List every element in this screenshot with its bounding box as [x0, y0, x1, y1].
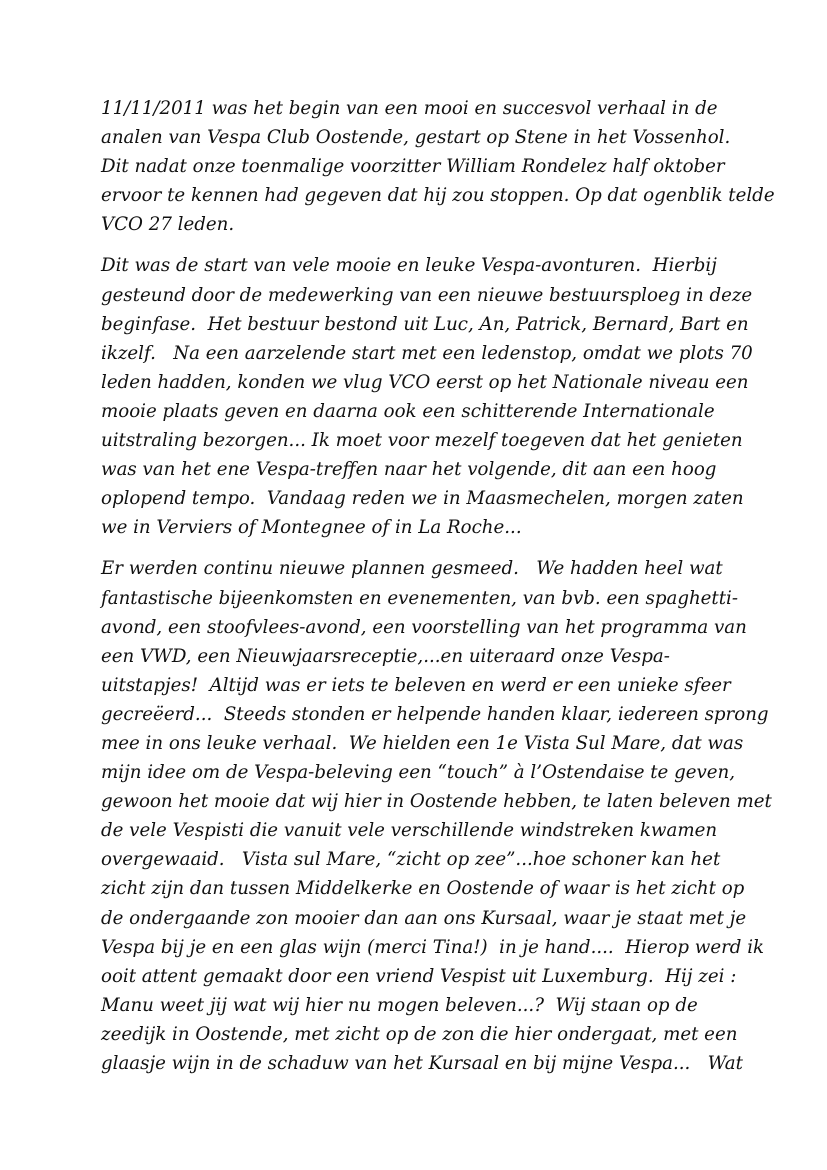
text-line: zeedijk in Oostende, met zicht op de zon die hier ondergaat, met een [101, 1023, 738, 1045]
text-line: een VWD, een Nieuwjaarsreceptie,...en uiteraard onze Vespa- [101, 645, 670, 667]
text-line: fantastische bijeenkomsten en evenementen, van bvb. een spaghetti- [101, 587, 739, 609]
text-line: glaasje wijn in de schaduw van het Kursaal en bij mijne Vespa... Wat [101, 1053, 743, 1074]
text-line: mooie plaats geven en daarna ook een schitterende Internationale [101, 400, 715, 422]
text-line: Er werden continu nieuwe plannen gesmeed. We hadden heel wat [101, 558, 723, 580]
document-body [101, 94, 775, 1090]
text-line: oplopend tempo. Vandaag reden we in Maasmechelen, morgen zaten [101, 488, 744, 510]
text-line: avond, een stoofvlees-avond, een voorstelling van het programma van [101, 616, 747, 638]
text-line: ervoor te kennen had gegeven dat hij zou stoppen. Op dat ogenblik telde [101, 185, 775, 207]
text-line: gewoon het mooie dat wij hier in Oostende hebben, te laten beleven met [101, 791, 772, 813]
text-line: VCO 27 leden. [101, 214, 235, 236]
paragraph [101, 94, 775, 239]
text-line: de ondergaande zon mooier dan aan ons Kursaal, waar je staat met je [101, 907, 747, 929]
text-line: Dit was de start van vele mooie en leuke Vespa-avonturen. Hierbij [101, 255, 717, 277]
text-line: mee in ons leuke verhaal. We hielden een 1e Vista Sul Mare, dat was [101, 732, 744, 754]
text-line: de vele Vespisti die vanuit vele verschillende windstreken kwamen [101, 820, 718, 842]
text-line: mijn idee om de Vespa-beleving een “touch” à l’Ostendaise te geven, [101, 762, 736, 784]
text-line: Manu weet jij wat wij hier nu mogen beleven...? Wij staan op de [101, 994, 698, 1016]
text-line: ooit attent gemaakt door een vriend Vespist uit Luxemburg. Hij zei : [101, 965, 737, 987]
text-line: leden hadden, konden we vlug VCO eerst op het Nationale niveau een [101, 371, 749, 393]
text-line: gecreëerd... Steeds stonden er helpende handen klaar, iedereen sprong [101, 703, 769, 725]
text-line: was van het ene Vespa-treffen naar het volgende, dit aan een hoog [101, 459, 717, 481]
text-line: uitstapjes! Altijd was er iets te beleven en werd er een unieke sfeer [101, 674, 731, 696]
paragraph [101, 251, 753, 542]
text-line: uitstraling bezorgen... Ik moet voor mezelf toegeven dat het genieten [101, 430, 743, 452]
text-line: zicht zijn dan tussen Middelkerke en Oostende of waar is het zicht op [101, 878, 745, 900]
text-line: Vespa bij je en een glas wijn (merci Tina!) in je hand.... Hierop werd ik [101, 936, 765, 958]
text-line: overgewaaid. Vista sul Mare, “zicht op zee”...hoe schoner kan het [101, 849, 721, 871]
text-line: beginfase. Het bestuur bestond uit Luc, An, Patrick, Bernard, Bart en [101, 313, 749, 335]
paragraph [101, 554, 772, 1078]
text-line: Dit nadat onze toenmalige voorzitter William Rondelez half oktober [101, 156, 725, 178]
text-line: gesteund door de medewerking van een nieuwe bestuursploeg in deze [101, 284, 753, 306]
text-line: ikzelf. Na een aarzelende start met een ledenstop, omdat we plots 70 [101, 342, 753, 364]
text-line: we in Verviers of Montegnee of in La Roche... [101, 517, 522, 539]
text-line: 11/11/2011 was het begin van een mooi en succesvol verhaal in de [101, 98, 718, 119]
text-line: analen van Vespa Club Oostende, gestart op Stene in het Vossenhol. [101, 127, 731, 149]
